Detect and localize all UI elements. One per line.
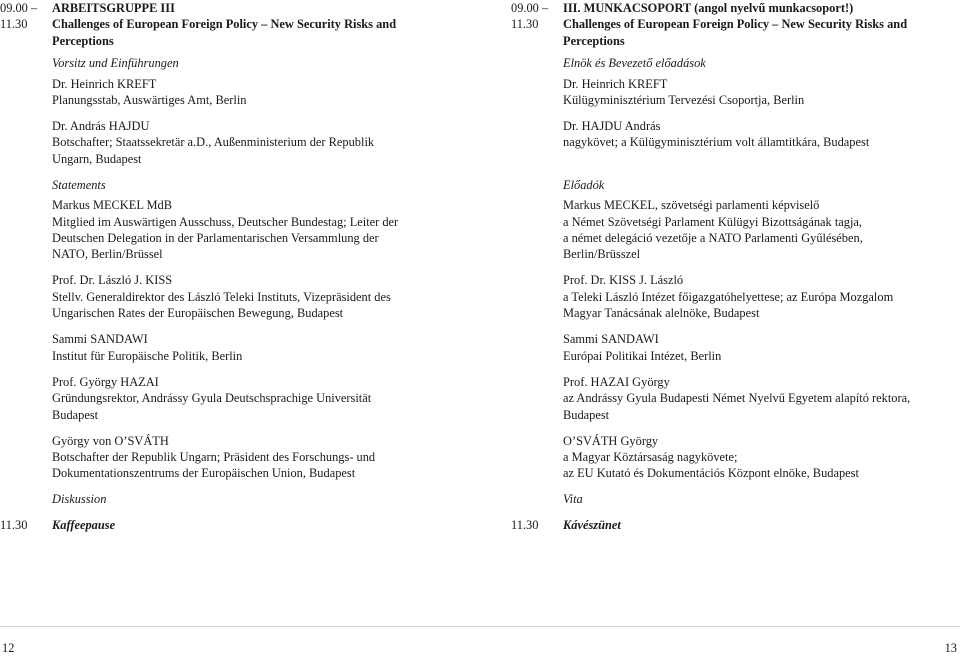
discussion-label: Diskussion — [52, 492, 107, 507]
left-page — [0, 0, 440, 534]
footer-divider — [0, 626, 960, 627]
session-title: III. MUNKACSOPORT (angol nyelvű munkacsoport!) Challenges of European Foreign Policy – New Security Risks and Perceptions — [563, 1, 908, 48]
break-label: Kaffeepause — [52, 518, 116, 533]
session-header — [0, 0, 440, 49]
speaker-entry: György von O’SVÁTH Botschafter der Republik Ungarn; Präsident des Forschungs- und Dokumentationszentrums der Europäischen Union, Budapest — [52, 433, 376, 481]
speaker-entry: Prof. György HAZAI Gründungsrektor, Andrássy Gyula Deutschsprachige Universität Budapest — [52, 374, 372, 422]
session-header — [511, 0, 951, 49]
chair-entry: Dr. HAJDU András nagykövet; a Külügyminisztérium volt államtitkára, Budapest — [563, 119, 870, 150]
break-label: Kávészünet — [563, 518, 621, 533]
speaker-entry: Sammi SANDAWI Európai Politikai Intézet, Berlin — [563, 332, 722, 363]
chair-label: Vorsitz und Einführungen — [52, 56, 179, 71]
chair-label: Elnök és Bevezető előadások — [563, 56, 706, 71]
page-number-left: 12 — [2, 641, 15, 655]
break-row — [511, 517, 951, 533]
speaker-entry: Markus MECKEL, szövetségi parlamenti képviselő a Német Szövetségi Parlament Külügyi Bizottságának tagja, a német delegáció vezetője a NATO Parlamenti Gyűlésében, Berlin/Brüsszel — [563, 198, 863, 262]
session-title: ARBEITSGRUPPE III Challenges of European Foreign Policy – New Security Risks and Perceptions — [52, 1, 397, 48]
break-row — [0, 517, 440, 533]
break-time: 11.30 — [0, 518, 28, 533]
page-number-right: 13 — [944, 641, 957, 655]
speaker-entry: Prof. Dr. KISS J. László a Teleki László Intézet főigazgatóhelyettese; az Európa Mozgalom Magyar Tanácsának alelnöke, Budapest — [563, 273, 894, 321]
chair-entry: Dr. Heinrich KREFT Planungsstab, Auswärtiges Amt, Berlin — [52, 76, 247, 108]
break-time: 11.30 — [511, 518, 539, 533]
speaker-entry: O’SVÁTH György a Magyar Köztársaság nagykövete; az EU Kutató és Dokumentációs Központ elnöke, Budapest — [563, 433, 859, 481]
statements-label: Előadók — [563, 177, 605, 192]
session-time: 09.00 – 11.30 — [0, 1, 38, 32]
speaker-entry: Sammi SANDAWI Institut für Europäische Politik, Berlin — [52, 332, 243, 363]
discussion-label: Vita — [563, 492, 583, 507]
speaker-entry: Prof. Dr. László J. KISS Stellv. Generaldirektor des László Teleki Instituts, Vizepräsident des Ungarischen Rates der Europäischen Bewegung, Budapest — [52, 273, 391, 321]
chair-entry: Dr. Heinrich KREFT Külügyminisztérium Tervezési Csoportja, Berlin — [563, 76, 805, 108]
speaker-entry: Prof. HAZAI György az Andrássy Gyula Budapesti Német Nyelvű Egyetem alapító rektora, Budapest — [563, 374, 911, 422]
speaker-entry: Markus MECKEL MdB Mitglied im Auswärtigen Ausschuss, Deutscher Bundestag; Leiter der Deutschen Delegation in der Parlamentarischen Versammlung der NATO, Berlin/Brüssel — [52, 198, 399, 262]
statements-label: Statements — [52, 177, 106, 192]
chair-entry: Dr. András HAJDU Botschafter; Staatssekretär a.D., Außenministerium der Republik Ungarn, Budapest — [52, 119, 375, 166]
right-page — [511, 0, 951, 534]
session-time: 09.00 – 11.30 — [511, 1, 549, 32]
